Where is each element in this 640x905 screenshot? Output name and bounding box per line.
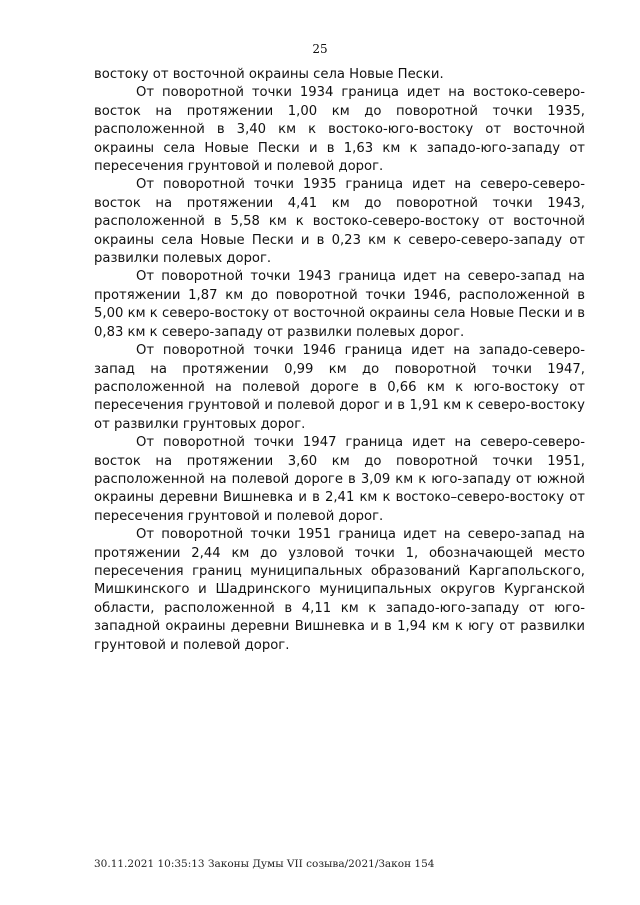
paragraph: От поворотной точки 1946 граница идет на западо-северо-запад на протяжении 0,99 км до поворотной точки 1947, расположенной на полевой дороге в 0,66 км к юго-востоку от пересечения грунтовой и полевой дорог и в 1,91 км к северо-востоку от развилки грунтовых дорог. <box>94 343 585 432</box>
paragraph-continuation: востоку от восточной окраины села Новые Пески. <box>94 67 444 82</box>
paragraph: От поворотной точки 1947 граница идет на северо-северо-восток на протяжении 3,60 км до поворотной точки 1951, расположенной на полевой дороге в 3,09 км к юго-западу от южной окраины деревни Вишневка и в 2,41 км к востоко–северо-востоку от пересечения грунтовой и полевой дорог. <box>94 435 585 524</box>
document-body <box>94 66 585 655</box>
paragraph: От поворотной точки 1951 граница идет на северо-запад на протяжении 2,44 км до узловой точки 1, обозначающей место пересечения границ муниципальных образований Каргапольского, Мишкинского и Шадринского муниципальных округов Курганской области, расположенной в 4,11 км к западо-юго-западу от юго-западной окраины деревни Вишневка и в 1,94 км к югу от развилки грунтовой и полевой дорог. <box>94 527 585 653</box>
paragraph: От поворотной точки 1934 граница идет на востоко-северо-восток на протяжении 1,00 км до поворотной точки 1935, расположенной в 3,40 км к востоко-юго-востоку от восточной окраины села Новые Пески и в 1,63 км к западо-юго-западу от пересечения грунтовой и полевой дорог. <box>94 85 585 175</box>
page-number: 25 <box>312 42 328 56</box>
paragraph: От поворотной точки 1943 граница идет на северо-запад на протяжении 1,87 км до поворотной точки 1946, расположенной в 5,00 км к северо-востоку от восточной окраины села Новые Пески и в 0,83 км к северо-западу от развилки полевых дорог. <box>94 269 585 340</box>
document-footer: 30.11.2021 10:35:13 Законы Думы VII созыва/2021/Закон 154 <box>94 858 435 870</box>
paragraph: От поворотной точки 1935 граница идет на северо-северо-восток на протяжении 4,41 км до поворотной точки 1943, расположенной в 5,58 км к востоко-северо-востоку от восточной окраины села Новые Пески и в 0,23 км к северо-северо-западу от развилки полевых дорог. <box>94 177 585 267</box>
